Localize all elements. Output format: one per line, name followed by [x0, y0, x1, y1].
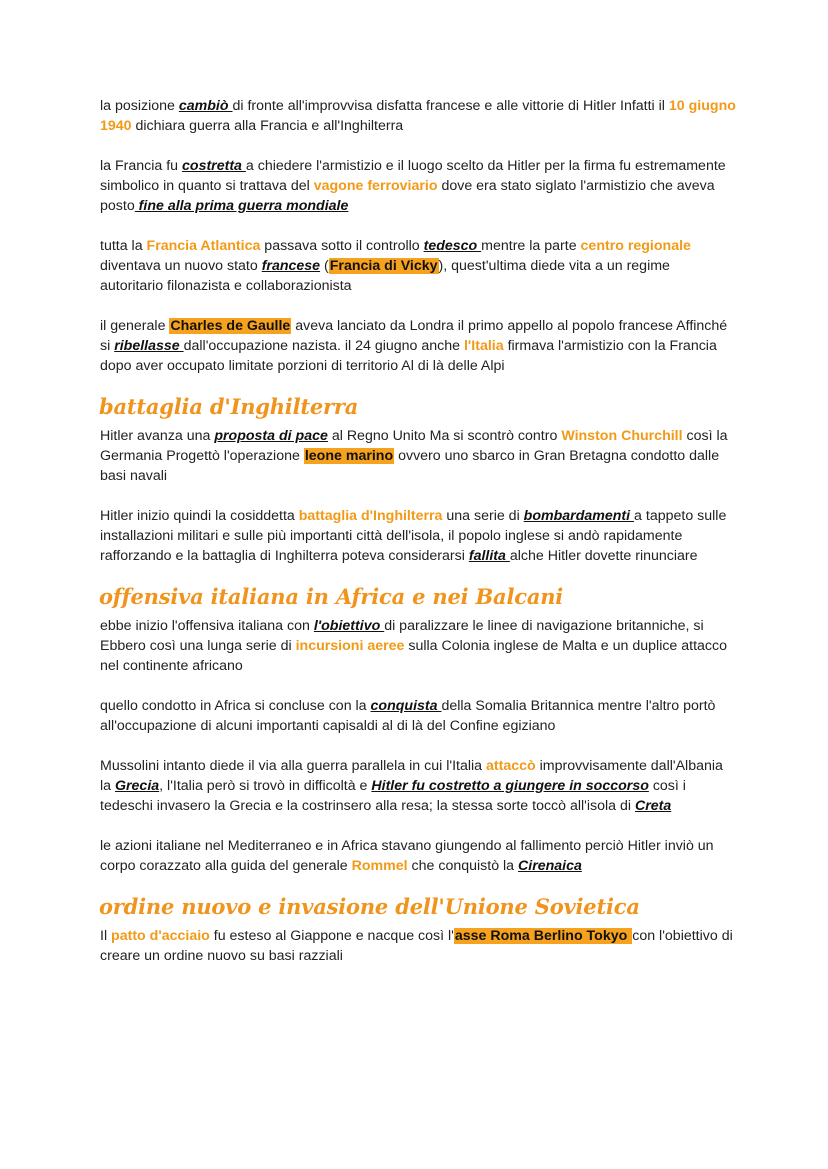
keyword-highlight: battaglia d'Inghilterra	[298, 508, 443, 524]
keyword-highlight: attaccò	[485, 758, 536, 774]
text: ovvero uno sbarco in Gran Bretagna condotto dalle basi navali	[100, 448, 720, 484]
text: alche Hitler dovette rinunciare	[509, 548, 698, 564]
text: tutta la	[100, 238, 147, 254]
marker-highlight: leone marino	[304, 448, 394, 464]
text: sulla Colonia inglese de Malta e un duplice attacco nel continente africano	[100, 638, 728, 674]
text: a chiedere l'armistizio e il luogo scelto da Hitler per la firma fu estremamente simbolico in quanto si trattava del	[100, 158, 726, 194]
keyword-highlight: centro regionale	[580, 238, 691, 254]
text: che conquistò la	[407, 858, 519, 874]
text: così la Germania Progettò l'operazione	[100, 428, 728, 464]
emphasis-text: fallita	[468, 548, 510, 564]
marker-highlight: asse Roma Berlino Tokyo	[454, 928, 632, 944]
paragraph-french-defeat	[100, 96, 736, 136]
text: Mussolini intanto diede il via alla guerra parallela in cui l'Italia	[100, 758, 486, 774]
text: ebbe inizio l'offensiva italiana con	[100, 618, 314, 634]
text: ), quest'ultima diede vita a un regime autoritario filonazista e collaborazionista	[100, 258, 670, 294]
text: la posizione	[100, 98, 179, 114]
keyword-highlight: patto d'acciaio	[111, 928, 210, 944]
date-highlight: 10 giugno 1940	[100, 98, 736, 134]
text: di fronte all'improvvisa disfatta francese e alle vittorie di Hitler Infatti il	[232, 98, 669, 114]
emphasis-text: Grecia	[114, 778, 160, 794]
text: diventava un nuovo stato	[100, 258, 262, 274]
marker-highlight: Charles de Gaulle	[170, 318, 291, 334]
text: passava sotto il controllo	[260, 238, 424, 254]
text: una serie di	[442, 508, 524, 524]
paragraph-rommel	[100, 836, 736, 876]
emphasis-text: proposta di pace	[214, 428, 328, 444]
emphasis-text: Hitler fu costretto a giungere in soccorso	[371, 778, 649, 794]
text: di paralizzare le linee di navigazione britanniche, si Ebbero così una lunga serie di	[100, 618, 704, 654]
document-page	[100, 96, 736, 986]
paragraph-peace-proposal	[100, 426, 736, 486]
text: improvvisamente dall'Albania la	[100, 758, 723, 794]
text: le azioni italiane nel Mediterraneo e in Africa stavano giungendo al fallimento perciò Hitler inviò un corpo corazzato alla guida del generale	[100, 838, 714, 874]
paragraph-bombing	[100, 506, 736, 566]
text: a tappeto sulle installazioni militari e sulle più importanti città dell'isola, il popolo inglese si andò rapidamente rafforzando e la battaglia di Inghilterra poteva considerarsi	[100, 508, 727, 564]
text: così i tedeschi invasero la Grecia e la costrinsero alla resa; la stessa sorte toccò all'isola di	[100, 778, 686, 814]
keyword-highlight: Winston Churchill	[561, 428, 683, 444]
text: della Somalia Britannica mentre l'altro portò all'occupazione di alcuni importanti capisaldi al di là del Confine egiziano	[100, 698, 716, 734]
text: dove era stato siglato l'armistizio che aveva posto	[100, 178, 715, 214]
paragraph-somalia	[100, 696, 736, 736]
text: Il	[100, 928, 112, 944]
emphasis-text: costretta	[182, 158, 246, 174]
text: Hitler avanza una	[100, 428, 215, 444]
paragraph-armistice	[100, 156, 736, 216]
text: Hitler inizio quindi la cosiddetta	[100, 508, 299, 524]
emphasis-text: ribellasse	[114, 338, 184, 354]
keyword-highlight: vagone ferroviario	[313, 178, 438, 194]
paragraph-greece	[100, 756, 736, 816]
text: dichiara guerra alla Francia e all'Inghilterra	[131, 118, 404, 134]
emphasis-text: l'obiettivo	[313, 618, 385, 634]
emphasis-text: bombardamenti	[523, 508, 635, 524]
emphasis-text: fine alla prima guerra mondiale	[134, 198, 349, 214]
keyword-highlight: l'Italia	[463, 338, 504, 354]
paragraph-de-gaulle	[100, 316, 736, 376]
text: il generale	[100, 318, 170, 334]
text: , l'Italia però si trovò in difficoltà e	[159, 778, 372, 794]
emphasis-text: Cirenaica	[518, 858, 582, 874]
paragraph-italian-offensive	[100, 616, 736, 676]
section-heading: ordine nuovo e invasione dell'Unione Sovietica	[99, 894, 640, 919]
emphasis-text: francese	[261, 258, 321, 274]
text: fu esteso al Giappone e nacque così l'	[209, 928, 454, 944]
text: dall'occupazione nazista. il 24 giugno anche	[183, 338, 464, 354]
keyword-highlight: Francia Atlantica	[146, 238, 261, 254]
paragraph-vichy	[100, 236, 736, 296]
text: quello condotto in Africa si concluse con la	[100, 698, 371, 714]
text: firmava l'armistizio con la Francia dopo aver occupato limitate porzioni di territorio Al di là delle Alpi	[100, 338, 717, 374]
text: la Francia fu	[100, 158, 183, 174]
text: al Regno Unito Ma si scontrò contro	[327, 428, 562, 444]
text: (	[320, 258, 329, 274]
emphasis-text: conquista	[370, 698, 442, 714]
emphasis-text: tedesco	[423, 238, 482, 254]
paragraph-axis	[100, 926, 736, 966]
text: con l'obiettivo di creare un ordine nuovo su basi razziali	[100, 928, 733, 964]
keyword-highlight: Rommel	[351, 858, 408, 874]
keyword-highlight: incursioni aeree	[295, 638, 405, 654]
section-heading: offensiva italiana in Africa e nei Balcani	[99, 584, 564, 609]
text: mentre la parte	[481, 238, 581, 254]
emphasis-text: Creta	[635, 798, 672, 814]
text: aveva lanciato da Londra il primo appello al popolo francese Affinché si	[100, 318, 728, 354]
section-heading: battaglia d'Inghilterra	[99, 394, 359, 419]
emphasis-text: cambiò	[178, 98, 233, 114]
marker-highlight: Francia di Vicky	[329, 258, 438, 274]
